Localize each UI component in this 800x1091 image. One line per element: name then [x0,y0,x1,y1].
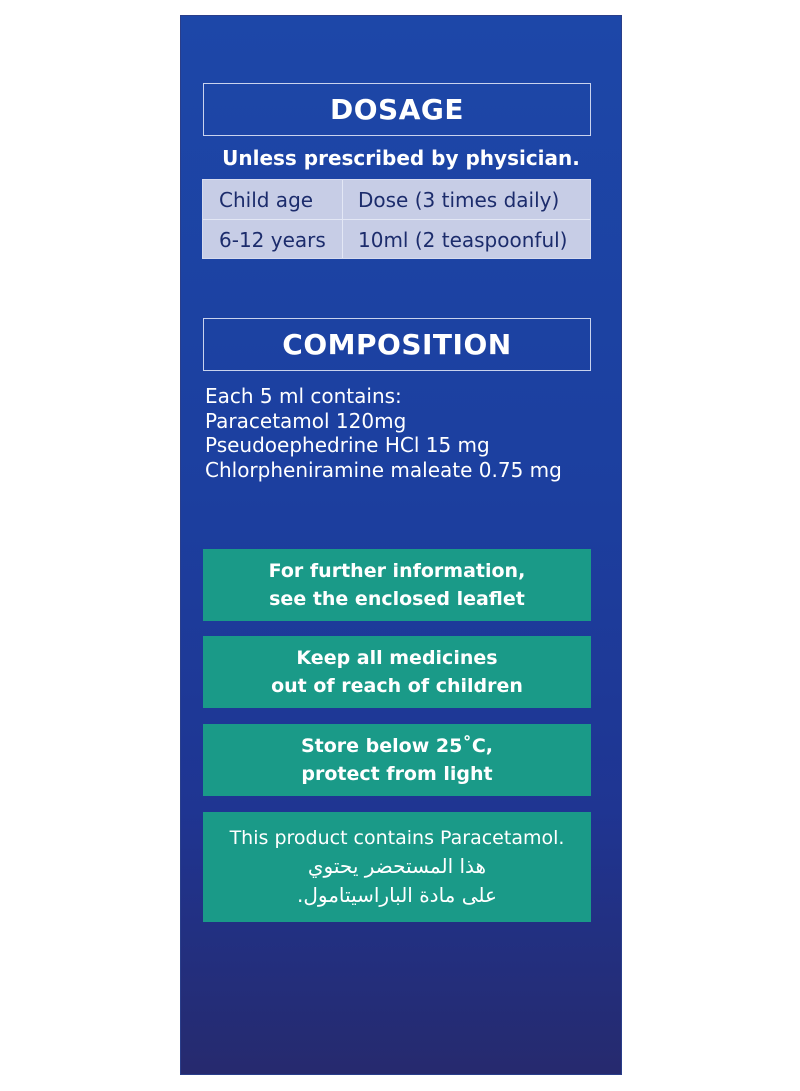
dosage-subtitle: Unless prescribed by physician. [222,146,580,170]
composition-list [205,384,562,482]
leaflet-notice [203,549,591,621]
composition-line: Pseudoephedrine HCl 15 mg [205,433,490,457]
dosage-table [202,179,591,259]
notice-line: out of reach of children [271,675,523,697]
notice-line: This product contains Paracetamol. [229,827,565,849]
composition-line: Each 5 ml contains: [205,384,402,408]
composition-heading: COMPOSITION [203,318,591,371]
table-row [203,219,590,259]
paracetamol-notice [203,812,591,922]
notice-line: Store below 25˚C, [300,735,493,757]
notice-line: For further information, [268,560,526,582]
header-child-age: Child age [219,187,314,212]
header-dose: Dose (3 times daily) [358,187,560,212]
arabic-notice-line: على مادة الباراسيتامول. [297,883,497,907]
label-panel [180,15,622,1075]
composition-line: Paracetamol 120mg [205,408,407,433]
table-header-row [203,180,590,219]
notice-line: protect from light [301,763,493,785]
storage-notice [203,724,591,796]
cell-dose: 10ml (2 teaspoonful) [358,227,568,252]
children-warning [203,636,591,708]
arabic-notice-line: هذا المستحضر يحتوي [307,854,487,878]
notice-line: Keep all medicines [296,647,498,669]
composition-line: Chlorpheniramine maleate 0.75 mg [205,457,562,482]
cell-age: 6-12 years [219,227,326,252]
notice-line: see the enclosed leaflet [269,588,525,610]
dosage-heading: DOSAGE [203,83,591,136]
